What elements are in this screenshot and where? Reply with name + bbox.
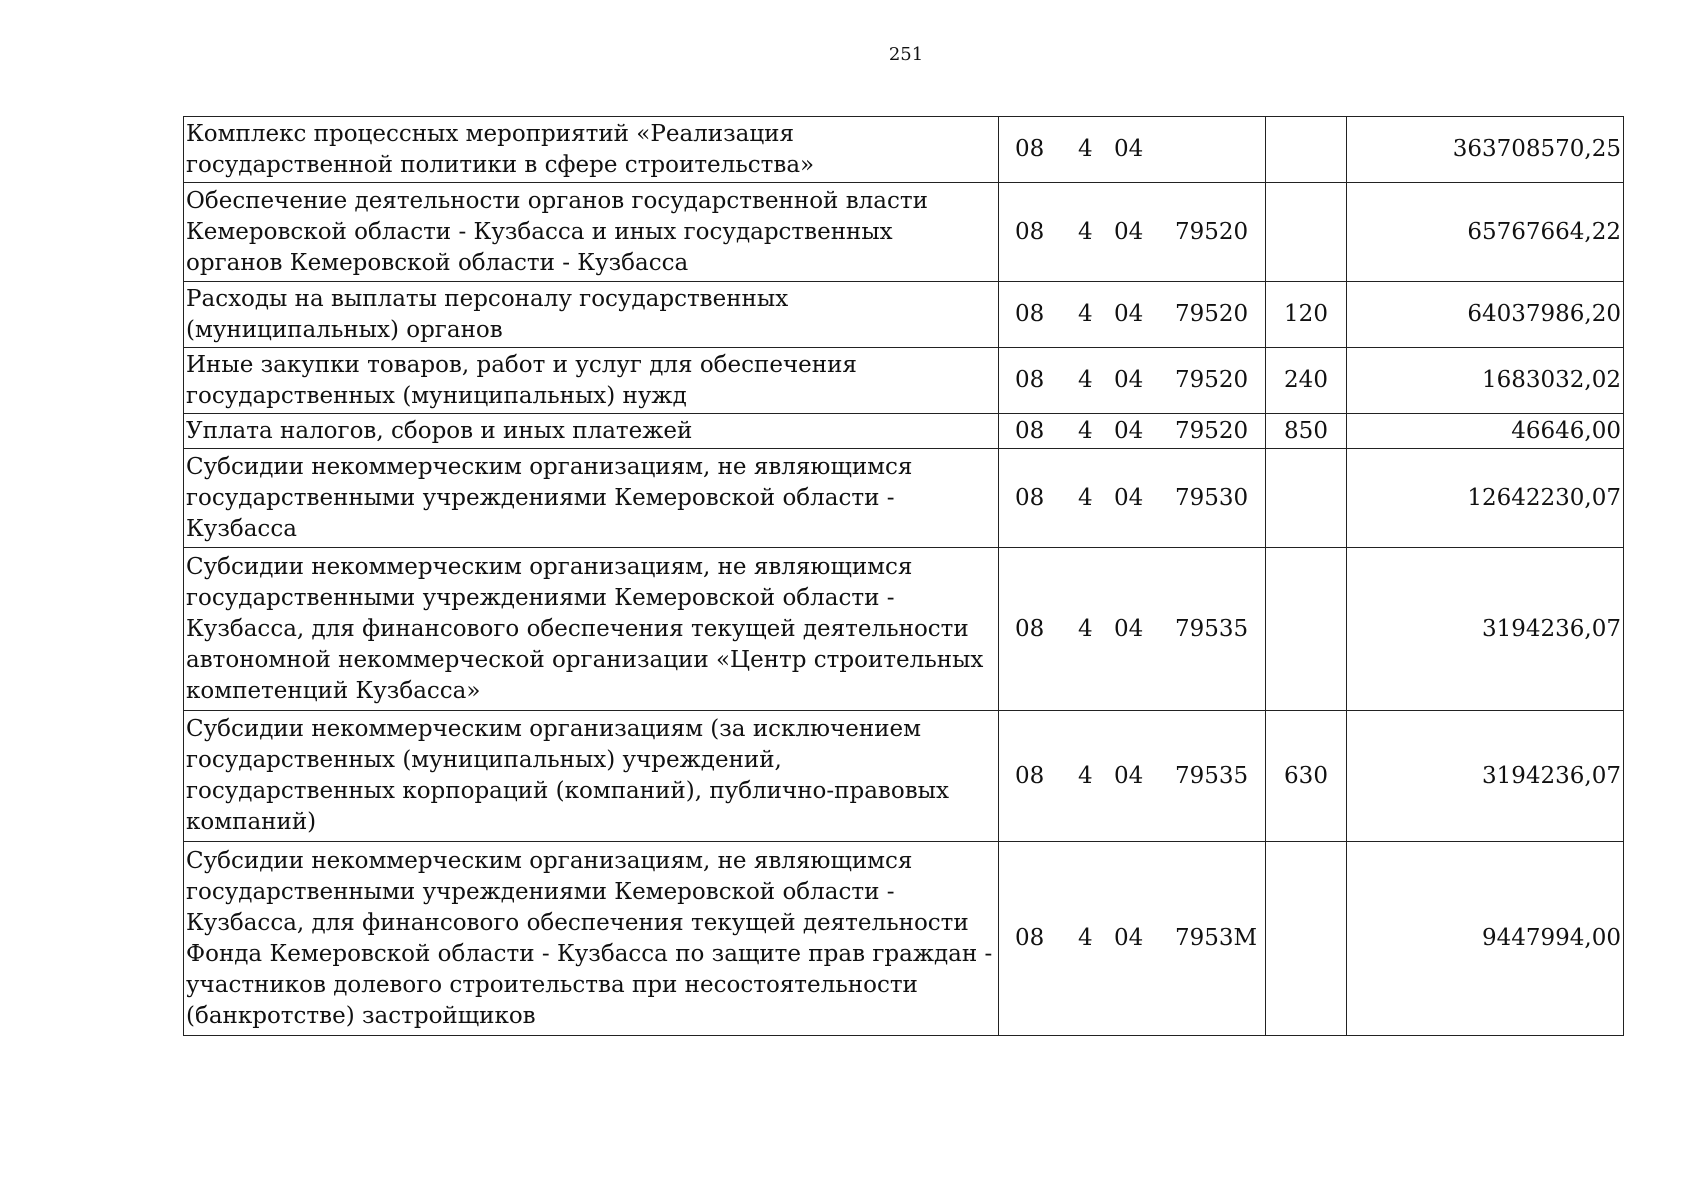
section-code: 08 [1015,925,1045,951]
section-code: 08 [1015,417,1045,444]
section-code: 08 [1015,301,1045,327]
amount: 65767664,22 [1347,183,1624,282]
program-code: 4 [1078,301,1093,327]
table-row [184,711,1624,842]
expense-type-code: 120 [1266,282,1347,348]
expense-type-code [1266,449,1347,548]
program-code: 4 [1078,615,1093,642]
direction-code: 79520 [1175,367,1249,393]
subprogram-code: 04 [1114,615,1144,642]
classification-codes [999,348,1266,414]
expense-name: Комплекс процессных мероприятий «Реализация государственной политики в сфере строительства» [184,117,999,183]
amount: 12642230,07 [1347,449,1624,548]
table-row [184,117,1624,183]
amount: 46646,00 [1347,414,1624,449]
table-row [184,548,1624,711]
table-row [184,414,1624,449]
amount: 3194236,07 [1347,711,1624,842]
classification-codes [999,842,1266,1036]
subprogram-code: 04 [1114,417,1144,444]
program-code: 4 [1078,925,1093,951]
expense-name: Расходы на выплаты персоналу государственных (муниципальных) органов [184,282,999,348]
classification-codes [999,548,1266,711]
expense-type-code: 240 [1266,348,1347,414]
direction-code: 79535 [1175,762,1249,789]
expense-type-code: 630 [1266,711,1347,842]
expense-type-code [1266,117,1347,183]
amount: 3194236,07 [1347,548,1624,711]
amount: 64037986,20 [1347,282,1624,348]
table-row [184,348,1624,414]
expense-type-code [1266,842,1347,1036]
direction-code: 79520 [1175,218,1249,245]
expense-name: Субсидии некоммерческим организациям, не являющимся государственными учреждениями Кемеровской области - Кузбасса [184,449,999,548]
section-code: 08 [1015,218,1045,245]
classification-codes [999,183,1266,282]
expense-type-code [1266,548,1347,711]
classification-codes [999,449,1266,548]
table-row [184,449,1624,548]
budget-table [183,116,1624,1036]
amount: 9447994,00 [1347,842,1624,1036]
section-code: 08 [1015,484,1045,511]
amount: 1683032,02 [1347,348,1624,414]
direction-code: 7953М [1175,925,1258,951]
program-code: 4 [1078,484,1093,511]
subprogram-code: 04 [1114,762,1144,789]
expense-name: Обеспечение деятельности органов государственной власти Кемеровской области - Кузбасса и иных государственных органов Кемеровской области - Кузбасса [184,183,999,282]
page-number: 251 [888,44,924,65]
subprogram-code: 04 [1114,925,1144,951]
classification-codes [999,414,1266,449]
classification-codes [999,282,1266,348]
subprogram-code: 04 [1114,301,1144,327]
subprogram-code: 04 [1114,218,1144,245]
expense-name: Уплата налогов, сборов и иных платежей [184,414,999,449]
section-code: 08 [1015,136,1045,162]
expense-name: Субсидии некоммерческим организациям, не являющимся государственными учреждениями Кемеровской области - Кузбасса, для финансового обеспечения текущей деятельности автономной некоммерческой организации «Центр строительных компетенций Кузбасса» [184,548,999,711]
section-code: 08 [1015,615,1045,642]
expense-type-code [1266,183,1347,282]
program-code: 4 [1078,218,1093,245]
section-code: 08 [1015,762,1045,789]
table-row [184,282,1624,348]
classification-codes [999,117,1266,183]
amount: 363708570,25 [1347,117,1624,183]
direction-code: 79520 [1175,417,1249,444]
program-code: 4 [1078,367,1093,393]
subprogram-code: 04 [1114,367,1144,393]
expense-type-code: 850 [1266,414,1347,449]
program-code: 4 [1078,417,1093,444]
direction-code: 79520 [1175,301,1249,327]
table-row [184,842,1624,1036]
program-code: 4 [1078,136,1093,162]
classification-codes [999,711,1266,842]
expense-name: Субсидии некоммерческим организациям, не являющимся государственными учреждениями Кемеровской области - Кузбасса, для финансового обеспечения текущей деятельности Фонда Кемеровской области - Кузбасса по защите прав граждан - участников долевого строительства при несостоятельности (банкротстве) застройщиков [184,842,999,1036]
subprogram-code: 04 [1114,136,1144,162]
subprogram-code: 04 [1114,484,1144,511]
direction-code: 79530 [1175,484,1249,511]
program-code: 4 [1078,762,1093,789]
expense-name: Субсидии некоммерческим организациям (за исключением государственных (муниципальных) учреждений, государственных корпораций (компаний), публично-правовых компаний) [184,711,999,842]
section-code: 08 [1015,367,1045,393]
direction-code: 79535 [1175,615,1249,642]
table-row [184,183,1624,282]
expense-name: Иные закупки товаров, работ и услуг для обеспечения государственных (муниципальных) нужд [184,348,999,414]
